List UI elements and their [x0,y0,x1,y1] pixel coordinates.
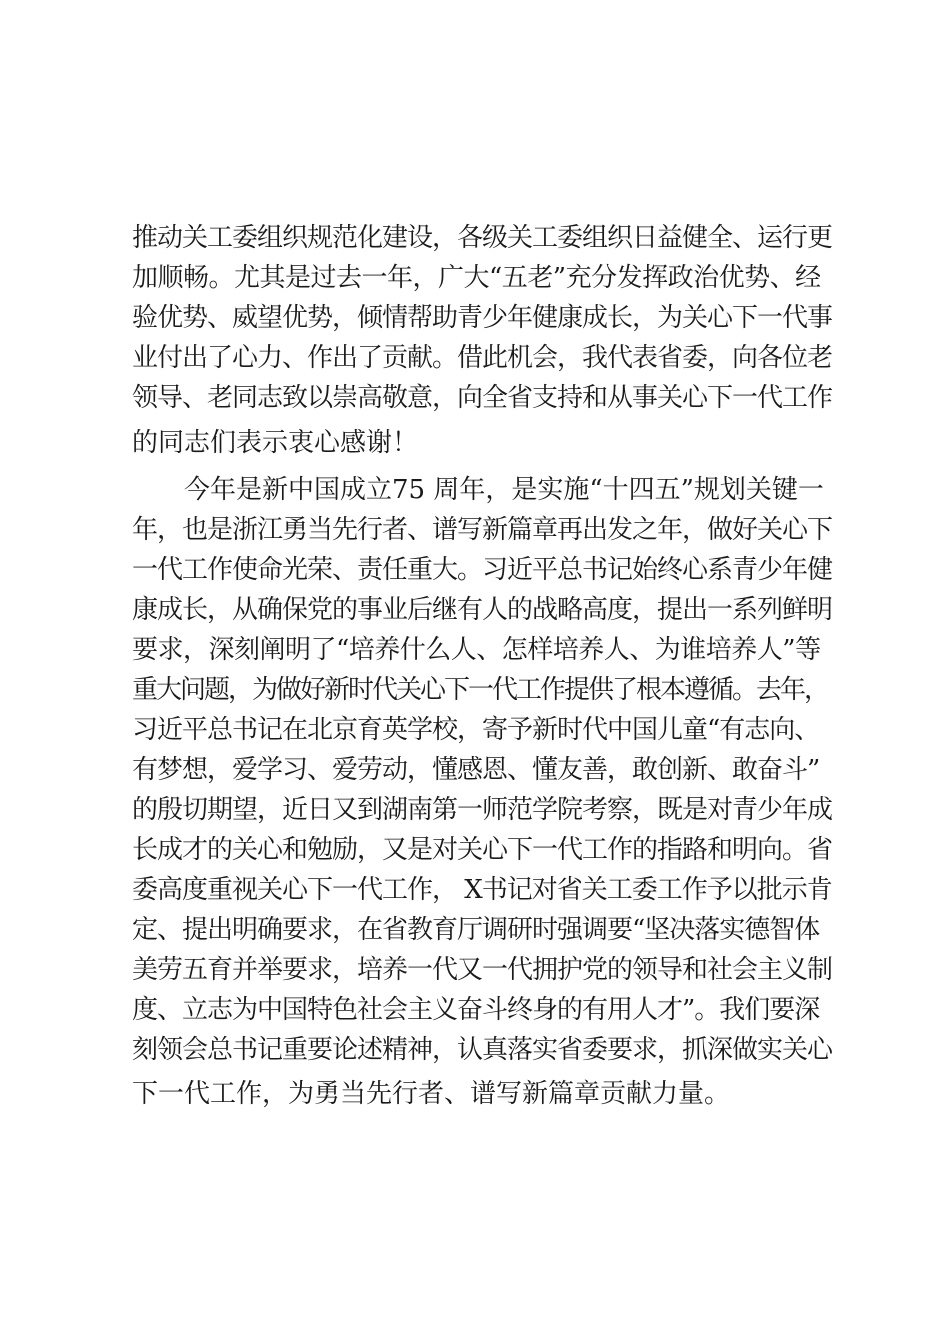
paragraph-1-line-5: 领导、老同志致以崇高敬意，向全省支持和从事关心下一代工作 [132,383,833,413]
paragraph-2-line-9: 的殷切期望，近日又到湖南第一师范学院考察，既是对青少年成 [132,795,833,825]
paragraph-2-line-8: 有梦想，爱学习、爱劳动，懂感恩、懂友善，敢创新、敢奋斗” [132,755,820,785]
paragraph-2-line-13: 美劳五育并举要求，培养一代又一代拥护党的领导和社会主义制 [132,955,833,985]
paragraph-2-line-7: 习近平总书记在北京育英学校，寄予新时代中国儿童“有志向、 [132,715,820,745]
paragraph-2-line-6: 重大问题，为做好新时代关心下一代工作提供了根本遵循。去年， [132,675,829,705]
paragraph-1-line-1: 推动关工委组织规范化建设，各级关工委组织日益健全、运行更 [132,223,833,253]
paragraph-2-line-5: 要求，深刻阐明了“培养什么人、怎样培养人、为谁培养人”等 [132,635,821,665]
paragraph-2-line-3: 一代工作使命光荣、责任重大。习近平总书记始终心系青少年健 [132,555,833,585]
paragraph-2-line-11: 委高度重视关心下一代工作， X书记对省关工委工作予以批示肯 [132,875,832,905]
paragraph-2-line-16: 下一代工作，为勇当先行者、谱写新篇章贡献力量。 [132,1079,731,1109]
paragraph-1-line-2: 加顺畅。尤其是过去一年，广大“五老”充分发挥政治优势、经 [132,263,821,293]
paragraph-2-line-1: 今年是新中国成立75 周年，是实施“十四五”规划关键一 [184,475,824,505]
paragraph-1-line-6: 的同志们表示衷心感谢！ [132,428,419,458]
paragraph-2-line-4: 康成长，从确保党的事业后继有人的战略高度，提出一系列鲜明 [132,595,833,625]
paragraph-1-line-3: 验优势、威望优势，倾情帮助青少年健康成长，为关心下一代事 [132,303,833,333]
paragraph-2-line-2: 年，也是浙江勇当先行者、谱写新篇章再出发之年，做好关心下 [132,515,833,545]
paragraph-1-line-4: 业付出了心力、作出了贡献。借此机会，我代表省委，向各位老 [132,343,833,373]
paragraph-2-line-10: 长成才的关心和勉励，又是对关心下一代工作的指路和明向。省 [132,835,833,865]
paragraph-2-line-12: 定、提出明确要求，在省教育厅调研时强调要“坚决落实德智体 [132,915,820,945]
paragraph-2-line-15: 刻领会总书记重要论述精神，认真落实省委要求，抓深做实关心 [132,1035,833,1065]
paragraph-2-line-14: 度、立志为中国特色社会主义奋斗终身的有用人才”。我们要深 [132,995,820,1025]
